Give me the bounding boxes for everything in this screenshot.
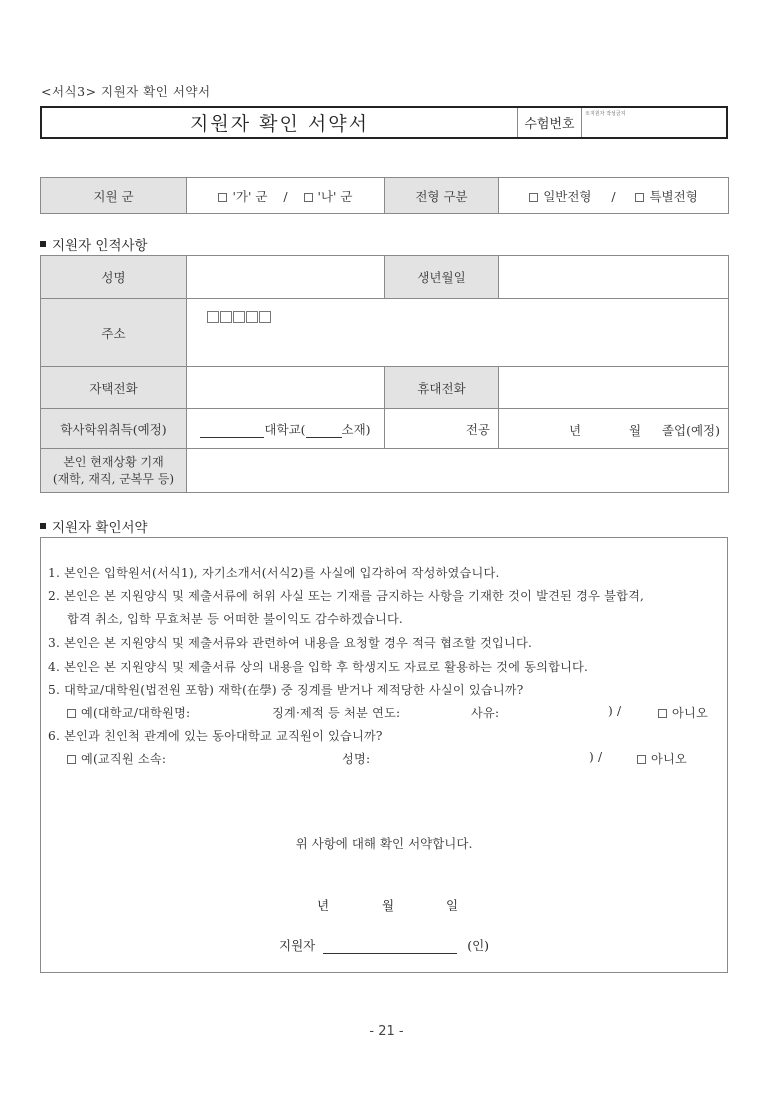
status-label — [41, 449, 187, 493]
group-separator: / — [283, 188, 288, 204]
date-month-label: 월 — [382, 898, 395, 913]
type-options — [499, 178, 729, 214]
group-b-label: '나' 군 — [317, 188, 353, 204]
q5-answer-row — [67, 704, 722, 721]
status-label-line2: (재학, 재직, 군복무 등) — [52, 471, 175, 486]
pledge-item-5: 5. 대학교/대학원(법전원 포함) 재학(在學) 중 징계를 받거나 제적당한 사실이 있습니까? — [48, 683, 524, 697]
general-type-checkbox[interactable] — [529, 193, 538, 202]
degree-label: 학사학위취득(예정) — [41, 409, 187, 449]
birthdate-field[interactable] — [499, 256, 729, 299]
page-number: - 21 - — [369, 1024, 404, 1039]
graduation-field[interactable] — [499, 409, 729, 449]
mobile-phone-label: 휴대전화 — [385, 367, 499, 409]
q5-close: ) / — [608, 704, 622, 718]
name-field[interactable] — [187, 256, 385, 299]
q5-yes-checkbox[interactable] — [67, 709, 76, 718]
personal-info-title: 지원자 인적사항 — [52, 238, 148, 254]
university-suffix: 대학교( — [264, 421, 306, 437]
pledge-box — [40, 537, 728, 973]
signer-label: 지원자 — [279, 938, 316, 953]
application-type-table — [40, 177, 729, 214]
major-label: 전공 — [465, 421, 490, 437]
name-label: 성명 — [41, 256, 187, 299]
location-blank[interactable] — [306, 425, 342, 438]
q6-no-label: 아니오 — [651, 752, 687, 766]
pledge-item-3: 3. 본인은 본 지원양식 및 제출서류와 관련하여 내용을 요청할 경우 적극 협조할 것입니다. — [48, 636, 533, 650]
q5-reason-label: 사유: — [471, 706, 500, 720]
group-a-checkbox[interactable] — [218, 193, 227, 202]
major-field[interactable] — [385, 409, 499, 449]
seal-label: (인) — [467, 938, 490, 953]
document-title: 지원자 확인 서약서 — [42, 108, 518, 137]
birthdate-label: 생년월일 — [385, 256, 499, 299]
university-blank[interactable] — [200, 425, 264, 438]
status-field[interactable] — [187, 449, 729, 493]
date-year-label: 년 — [317, 898, 330, 913]
type-separator: / — [611, 188, 616, 204]
type-label: 전형 구분 — [385, 178, 499, 214]
pledge-item-1: 1. 본인은 입학원서(서식1), 자기소개서(서식2)를 사실에 입각하여 작성하였습니다. — [48, 566, 500, 580]
group-b-checkbox[interactable] — [304, 193, 313, 202]
group-options — [187, 178, 385, 214]
title-box — [40, 106, 728, 139]
address-label: 주소 — [41, 299, 187, 367]
q5-no-label: 아니오 — [672, 706, 708, 720]
q6-name-label: 성명: — [342, 752, 371, 766]
signature-row — [279, 936, 489, 954]
grad-month-label: 월 — [629, 422, 642, 438]
q5-yes-label: 예(대학교/대학원명: — [81, 706, 191, 720]
q6-yes-checkbox[interactable] — [67, 755, 76, 764]
pledge-title: 지원자 확인서약 — [52, 520, 148, 536]
q5-no-checkbox[interactable] — [658, 709, 667, 718]
pledge-item-6: 6. 본인과 친인척 관계에 있는 동아대학교 교직원이 있습니까? — [48, 729, 383, 743]
university-field[interactable] — [187, 409, 385, 449]
group-label: 지원 군 — [41, 178, 187, 214]
exam-number-field[interactable] — [582, 108, 726, 137]
pledge-item-2-cont: 합격 취소, 입학 무효처분 등 어떠한 불이익도 감수하겠습니다. — [67, 612, 403, 626]
exam-number-note: ※지원자 작성금지 — [585, 111, 626, 117]
pledge-heading — [40, 516, 148, 536]
grad-suffix: 졸업(예정) — [661, 422, 720, 438]
address-field[interactable] — [187, 299, 729, 367]
special-type-checkbox[interactable] — [635, 193, 644, 202]
q5-year-label: 징계·제적 등 처분 연도: — [272, 706, 401, 720]
square-bullet-icon — [40, 241, 46, 247]
exam-number-label: 수험번호 — [518, 108, 582, 137]
date-day-label: 일 — [446, 898, 459, 913]
pledge-item-4: 4. 본인은 본 지원양식 및 제출서류 상의 내용을 입학 후 학생지도 자료로 활용하는 것에 동의합니다. — [48, 660, 589, 674]
status-label-line1: 본인 현재상황 기재 — [63, 454, 164, 469]
location-suffix: 소재) — [341, 421, 371, 437]
personal-info-table — [40, 255, 729, 493]
postal-code-boxes[interactable] — [207, 311, 728, 323]
mobile-phone-field[interactable] — [499, 367, 729, 409]
q6-no-checkbox[interactable] — [637, 755, 646, 764]
home-phone-field[interactable] — [187, 367, 385, 409]
signature-line[interactable] — [323, 941, 457, 954]
personal-info-heading — [40, 234, 148, 254]
confirm-text: 위 사항에 대해 확인 서약합니다. — [295, 836, 473, 851]
general-type-label: 일반전형 — [543, 188, 592, 204]
group-a-label: '가' 군 — [232, 188, 268, 204]
special-type-label: 특별전형 — [649, 188, 698, 204]
q6-close: ) / — [589, 750, 603, 764]
square-bullet-icon — [40, 523, 46, 529]
q6-answer-row — [67, 750, 707, 767]
q6-yes-label: 예(교직원 소속: — [81, 752, 167, 766]
grad-year-label: 년 — [569, 422, 582, 438]
home-phone-label: 자택전화 — [41, 367, 187, 409]
pledge-item-2: 2. 본인은 본 지원양식 및 제출서류에 허위 사실 또는 기재를 금지하는 사항을 기재한 것이 발견된 경우 불합격, — [48, 589, 645, 603]
form-caption: <서식3> 지원자 확인 서약서 — [41, 84, 211, 99]
